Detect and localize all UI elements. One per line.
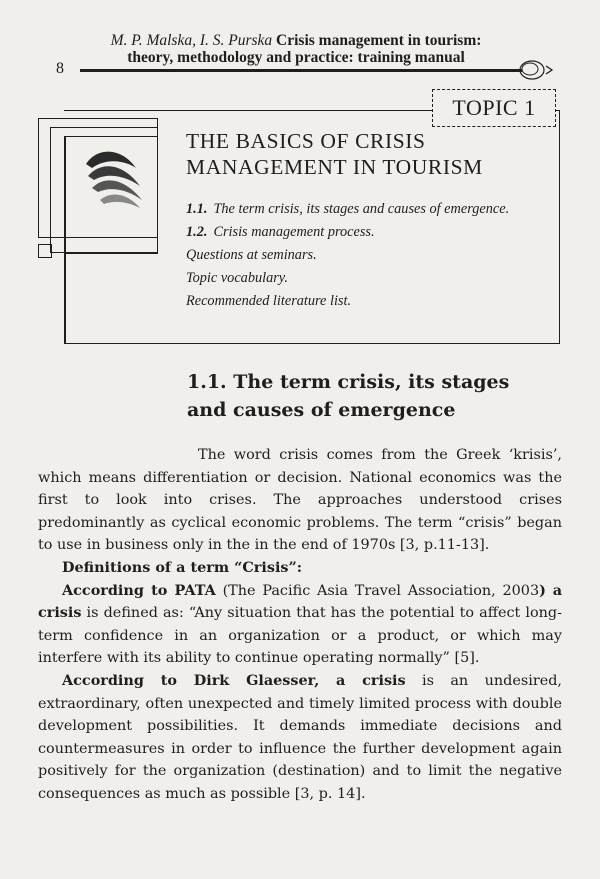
contents-item-text: Recommended literature list. xyxy=(186,293,352,309)
definitions-heading-text: Definitions of a term “Crisis”: xyxy=(62,558,303,576)
section-title-line1: 1.1. The term crisis, its stages xyxy=(187,371,510,393)
paragraph-glaesser xyxy=(38,670,562,806)
glaesser-text: is an undesired, extraordinary, often unexpected and timely limited process with double development possibilities. It demands immediate decisions and countermeasures in order to influence the further development again positively for the organization (destination) and to limit the negative consequences as much as possible [3, p. 14]. xyxy=(38,672,563,802)
running-header xyxy=(96,32,496,66)
paragraph-pata xyxy=(38,580,562,670)
glaesser-lead: According to Dirk Glaesser, a crisis xyxy=(62,671,406,689)
contents-item xyxy=(186,244,509,267)
page-number: 8 xyxy=(56,60,64,77)
frame-small-square xyxy=(38,244,52,258)
section-title-line2: and causes of emergence xyxy=(187,399,456,421)
contents-item xyxy=(186,267,509,290)
contents-item-text: Crisis management process. xyxy=(213,224,375,240)
contents-item xyxy=(186,198,509,221)
definitions-heading xyxy=(38,557,562,580)
pata-subject: a crisis xyxy=(38,581,563,622)
topic-title-line2: MANAGEMENT IN TOURISM xyxy=(186,155,483,179)
feather-logo-icon xyxy=(78,142,150,214)
contents-item-number: 1.2. xyxy=(186,224,208,240)
pata-text: is defined as: “Any situation that has the potential to affect long-term confidence in an organization or a product, or which may interfere with its ability to continue operating normally” [5]. xyxy=(38,605,562,667)
body-text xyxy=(38,444,562,806)
header-title-line1: Crisis management in tourism: xyxy=(276,32,482,49)
header-authors: M. P. Malska, I. S. Purska xyxy=(110,32,273,49)
section-title xyxy=(187,368,509,424)
contents-item-text: Questions at seminars. xyxy=(186,247,317,263)
header-rule xyxy=(80,69,522,72)
topic-label: TOPIC 1 xyxy=(432,89,556,127)
pata-close: ) xyxy=(539,581,546,599)
contents-item-text: The term crisis, its stages and causes of emergence. xyxy=(213,201,510,217)
contents-item-number: 1.1. xyxy=(186,201,208,217)
pata-lead: According to PATA xyxy=(62,581,216,599)
paragraph-intro: The word crisis comes from the Greek ‘krisis’, which means differentiation or decision. National economics was the first to look into crises. The approaches understood crises predominantly as cyclical economic problems. The term “crisis” began to use in business only in the in the end of 1970s [3, p.11-13]. xyxy=(38,447,562,554)
topic-title xyxy=(186,128,483,180)
swirl-ornament-icon xyxy=(510,56,556,84)
pata-paren: (The Pacific Asia Travel Association, 2003 xyxy=(222,582,540,599)
contents-item-text: Topic vocabulary. xyxy=(186,270,288,286)
topic-contents xyxy=(186,198,509,313)
contents-item xyxy=(186,290,509,313)
header-title-line2: theory, methodology and practice: training manual xyxy=(127,49,465,66)
topic-title-line1: THE BASICS OF CRISIS xyxy=(186,129,426,153)
contents-item xyxy=(186,221,509,244)
